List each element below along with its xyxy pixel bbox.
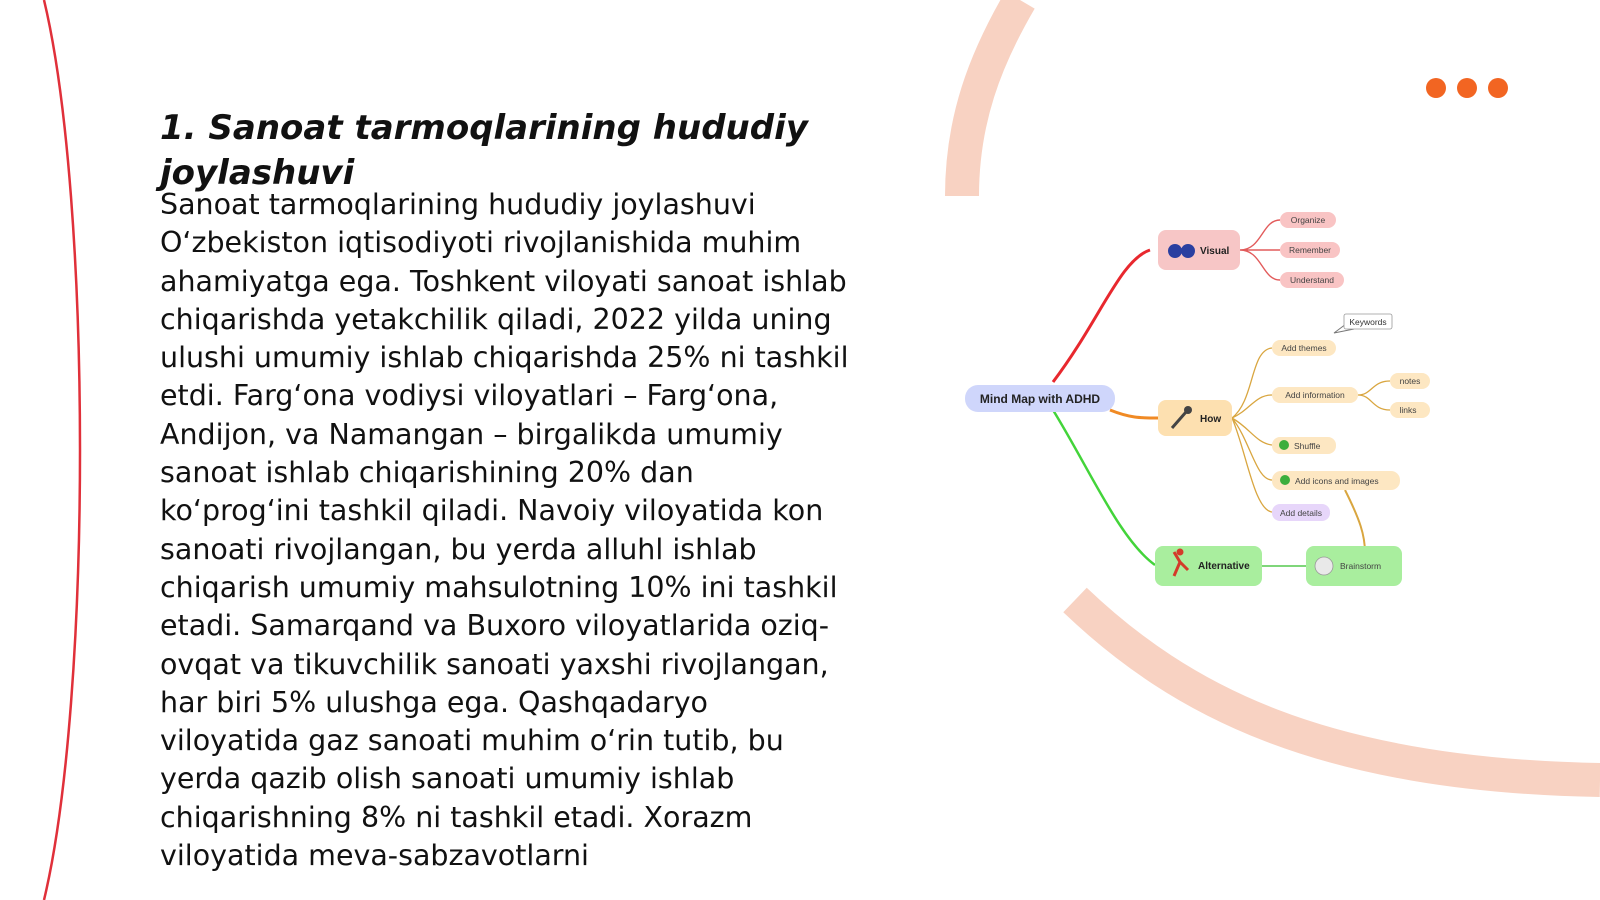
node-add-themes-label: Add themes	[1281, 343, 1327, 353]
node-how-label: How	[1200, 414, 1222, 425]
node-organize-label: Organize	[1290, 215, 1326, 225]
dot-icon	[1426, 78, 1446, 98]
callout-keywords-label: Keywords	[1349, 317, 1387, 327]
connector-info-children	[1358, 381, 1390, 410]
node-understand-label: Understand	[1290, 275, 1334, 285]
left-curve	[44, 0, 80, 900]
dot-icon	[1488, 78, 1508, 98]
connector-visual	[1053, 250, 1150, 382]
connector-icons-brainstorm	[1345, 490, 1365, 553]
connector-visual-children	[1240, 220, 1280, 280]
node-remember-label: Remember	[1288, 245, 1332, 255]
node-add-details-label: Add details	[1279, 508, 1323, 518]
node-notes-label: notes	[1399, 376, 1421, 386]
cloud-icon	[1315, 557, 1333, 575]
connector-how	[1110, 410, 1158, 418]
decorative-arc-top	[962, 0, 1020, 196]
connector-how-children	[1232, 348, 1272, 512]
connector-alternative	[1053, 410, 1155, 565]
slide-body-text: Sanoat tarmoqlarining hududiy joylashuvi O‘zbekiston iqtisodiyoti rivojlanishida muhim ahamiyatga ega. Toshkent viloyati sanoat ishlab chiqarishda yetakchilik qiladi, 2022 yilda uning ulushi umumiy ishlab chiqarishda 25% ni tashkil etdi. Farg‘ona vodiysi viloyatlari – Farg‘ona, Andijon, va Namangan – birgalikda umumiy sanoat ishlab chiqarishining 20% dan ko‘prog‘ini tashkil qiladi. Navoiy viloyatida kon sanoati rivojlangan, bu yerda alluhl ishlab chiqarish umumiy mahsulotning 10% ini tashkil etadi. Samarqand va Buxoro viloyatlarida oziq-ovqat va tikuvchilik sanoati yaxshi rivojlangan, har biri 5% ulushga ega. Qashqadaryo viloyatida gaz sanoati muhim o‘rin tutib, bu yerda qazib olish sanoati umumiy ishlab chiqarishning 8% ni tashkil etadi. Xorazm viloyatida meva-sabzavotlarni	[160, 188, 849, 873]
dot-icon	[1457, 78, 1477, 98]
mindmap-central-label: Mind Map with ADHD	[979, 392, 1101, 406]
mind-map-image	[950, 200, 1430, 590]
node-add-information-label: Add information	[1285, 390, 1345, 400]
slide-title: 1. Sanoat tarmoqlarining hududiy joylashuvi	[160, 108, 808, 193]
node-shuffle-label: Shuffle	[1294, 441, 1321, 451]
add-image-icon	[1280, 475, 1290, 485]
node-brainstorm-label: Brainstorm	[1340, 561, 1382, 571]
node-add-icons-label: Add icons and images	[1295, 476, 1379, 486]
decorative-arc-bottom	[1075, 600, 1600, 780]
node-links-label: links	[1399, 405, 1417, 415]
recycle-icon	[1279, 440, 1289, 450]
node-visual-label: Visual	[1200, 246, 1230, 257]
node-alternative-label: Alternative	[1198, 561, 1250, 572]
menu-dots[interactable]	[1426, 78, 1508, 98]
